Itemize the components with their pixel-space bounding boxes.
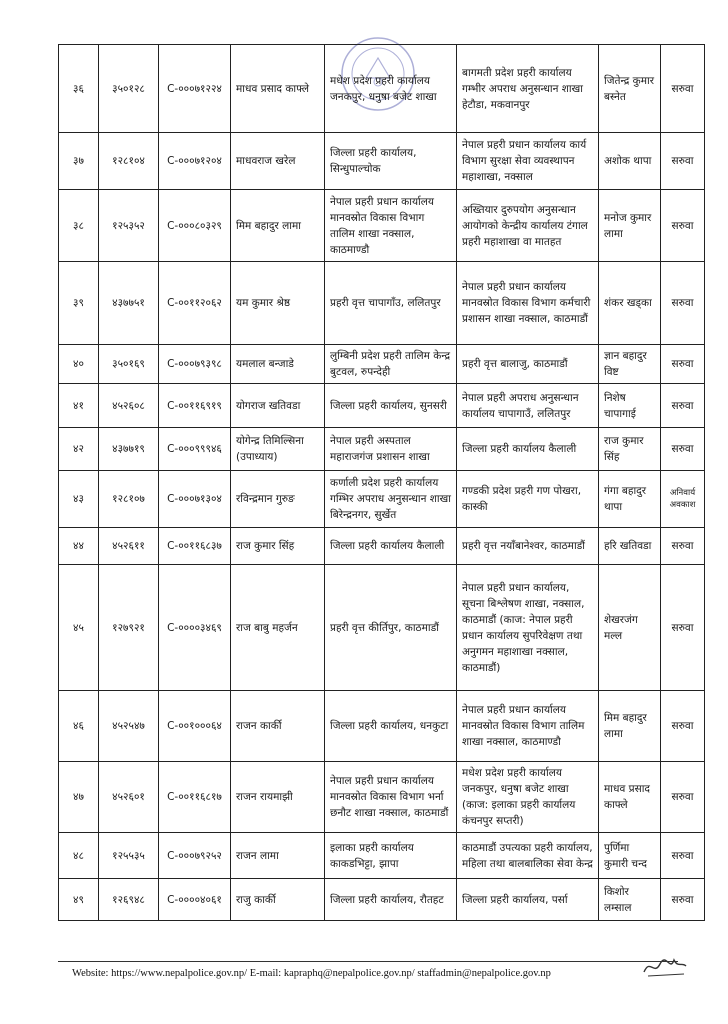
row-police-id: १२५५३५ — [99, 833, 159, 879]
row-code: C-०००७९३९८ — [159, 345, 231, 384]
row-new-office: बागमती प्रदेश प्रहरी कार्यालय गम्भीर अपराध अनुसन्धान शाखा हेटौडा, मकवानपुर — [457, 45, 599, 133]
table-row — [59, 691, 705, 762]
row-serial: ४१ — [59, 384, 99, 428]
row-name: राजन कार्की — [231, 691, 325, 762]
row-replacement: राज कुमार सिंह — [599, 428, 661, 471]
row-replacement: ज्ञान बहादुर विष्ट — [599, 345, 661, 384]
row-new-office: नेपाल प्रहरी प्रधान कार्यालय, सूचना बिश्लेषण शाखा, नक्साल, काठमाडौं (काज: नेपाल प्रहरी प्रधान कार्यालय सुपरिवेक्षण तथा अनुगमन महाशाखा नक्साल, काठमाडौं) — [457, 565, 599, 691]
row-new-office: जिल्ला प्रहरी कार्यालय, पर्सा — [457, 879, 599, 921]
row-new-office: नेपाल प्रहरी प्रधान कार्यालय कार्य विभाग सुरक्षा सेवा व्यवस्थापन महाशाखा, नक्साल — [457, 133, 599, 190]
row-current-office: जिल्ला प्रहरी कार्यालय, सिन्धुपाल्चोक — [325, 133, 457, 190]
row-current-office: नेपाल प्रहरी अस्पताल महाराजगंज प्रशासन शाखा — [325, 428, 457, 471]
row-name: रविन्द्रमान गुरुङ — [231, 471, 325, 528]
row-serial: ३७ — [59, 133, 99, 190]
row-serial: ३६ — [59, 45, 99, 133]
row-code: C-०००७९२५२ — [159, 833, 231, 879]
row-current-office: लुम्बिनी प्रदेश प्रहरी तालिम केन्द्र बुटवल, रुपन्देही — [325, 345, 457, 384]
row-code: C-०००७१२०४ — [159, 133, 231, 190]
table-row — [59, 471, 705, 528]
row-serial: ४३ — [59, 471, 99, 528]
row-current-office: कर्णाली प्रदेश प्रहरी कार्यालय गम्भिर अपराध अनुसन्धान शाखा बिरेन्द्रनगर, सुर्खेत — [325, 471, 457, 528]
row-serial: ४६ — [59, 691, 99, 762]
row-status: सरुवा — [661, 879, 705, 921]
table-row — [59, 879, 705, 921]
row-status: सरुवा — [661, 133, 705, 190]
row-police-id: ४५२६११ — [99, 528, 159, 565]
row-replacement: निशेष चापागाई — [599, 384, 661, 428]
row-replacement: शेखरजंग मल्ल — [599, 565, 661, 691]
table-row — [59, 190, 705, 262]
row-replacement: अशोक थापा — [599, 133, 661, 190]
row-status: सरुवा — [661, 565, 705, 691]
row-new-office: नेपाल प्रहरी अपराध अनुसन्धान कार्यालय चापागाउँ, ललितपुर — [457, 384, 599, 428]
table-row — [59, 384, 705, 428]
row-police-id: ४३७७५१ — [99, 262, 159, 345]
table-row — [59, 565, 705, 691]
row-status: सरुवा — [661, 190, 705, 262]
row-current-office: नेपाल प्रहरी प्रधान कार्यालय मानवस्रोत विकास विभाग तालिम शाखा नक्साल, काठमाण्डौ — [325, 190, 457, 262]
table-row — [59, 45, 705, 133]
row-code: C-०००७१३०४ — [159, 471, 231, 528]
row-status: सरुवा — [661, 262, 705, 345]
row-new-office: नेपाल प्रहरी प्रधान कार्यालय मानवस्रोत विकास विभाग कर्मचारी प्रशासन शाखा नक्साल, काठमाडौं — [457, 262, 599, 345]
row-name: राज बाबु महर्जन — [231, 565, 325, 691]
transfer-table — [58, 44, 705, 921]
table-row — [59, 833, 705, 879]
row-replacement: मिम बहादुर लामा — [599, 691, 661, 762]
row-replacement: गंगा बहादुर थापा — [599, 471, 661, 528]
row-name: यमलाल बन्जाडे — [231, 345, 325, 384]
row-code: C-००००४०६१ — [159, 879, 231, 921]
table-row — [59, 133, 705, 190]
row-name: मिम बहादुर लामा — [231, 190, 325, 262]
row-current-office: जिल्ला प्रहरी कार्यालय, धनकुटा — [325, 691, 457, 762]
footer-contact: Website: https://www.nepalpolice.gov.np/ E-mail: kapraphq@nepalpolice.gov.np/ staffadmin@nepalpolice.gov.np — [72, 968, 551, 979]
row-serial: ४४ — [59, 528, 99, 565]
row-serial: ४७ — [59, 762, 99, 833]
row-police-id: ४५२६०१ — [99, 762, 159, 833]
row-police-id: १२८१०७ — [99, 471, 159, 528]
row-name: योगेन्द्र तिमिल्सिना (उपाध्याय) — [231, 428, 325, 471]
row-name: माधवराज खरेल — [231, 133, 325, 190]
row-current-office: जिल्ला प्रहरी कार्यालय, रौतहट — [325, 879, 457, 921]
row-code: C-००११२०६२ — [159, 262, 231, 345]
row-code: C-००११६८१७ — [159, 762, 231, 833]
row-current-office: मधेश प्रदेश प्रहरी कार्यालय जनकपुर, धनुषा बजेट शाखा — [325, 45, 457, 133]
row-police-id: ४५२६०८ — [99, 384, 159, 428]
row-police-id: १२५३५२ — [99, 190, 159, 262]
row-status: अनिवार्य अवकाश — [661, 471, 705, 528]
row-police-id: १२७९२१ — [99, 565, 159, 691]
row-police-id: ४३७७१९ — [99, 428, 159, 471]
row-code: C-०००९९९४६ — [159, 428, 231, 471]
table-row — [59, 345, 705, 384]
row-police-id: १२८१०४ — [99, 133, 159, 190]
row-code: C-००११६८३७ — [159, 528, 231, 565]
row-replacement: हरि खतिवडा — [599, 528, 661, 565]
row-status: सरुवा — [661, 45, 705, 133]
row-serial: ४० — [59, 345, 99, 384]
row-current-office: जिल्ला प्रहरी कार्यालय, सुनसरी — [325, 384, 457, 428]
row-new-office: मधेश प्रदेश प्रहरी कार्यालय जनकपुर, धनुषा बजेट शाखा (काज: इलाका प्रहरी कार्यालय कंचनपुर सप्तरी) — [457, 762, 599, 833]
row-serial: ४२ — [59, 428, 99, 471]
row-replacement: मनोज कुमार लामा — [599, 190, 661, 262]
row-police-id: ४५२५४७ — [99, 691, 159, 762]
row-name: राज कुमार सिंह — [231, 528, 325, 565]
row-serial: ३९ — [59, 262, 99, 345]
row-code: C-००११६९१९ — [159, 384, 231, 428]
row-name: योगराज खतिवडा — [231, 384, 325, 428]
row-current-office: प्रहरी वृत्त चापागाँउ, ललितपुर — [325, 262, 457, 345]
row-code: C-००१०००६४ — [159, 691, 231, 762]
row-status: सरुवा — [661, 691, 705, 762]
signature — [640, 952, 690, 980]
row-current-office: नेपाल प्रहरी प्रधान कार्यालय मानवस्रोत विकास विभाग भर्ना छनौट शाखा नक्साल, काठमाडौं — [325, 762, 457, 833]
row-new-office: गण्डकी प्रदेश प्रहरी गण पोखरा, कास्की — [457, 471, 599, 528]
row-code: C-०००८०३२९ — [159, 190, 231, 262]
footer-divider — [58, 961, 678, 962]
row-current-office: इलाका प्रहरी कार्यालय काकडभिट्टा, झापा — [325, 833, 457, 879]
row-name: माधव प्रसाद काफ्ले — [231, 45, 325, 133]
row-police-id: १२६९४८ — [99, 879, 159, 921]
row-name: राजु कार्की — [231, 879, 325, 921]
row-new-office: प्रहरी वृत्त नयाँबानेश्वर, काठमाडौं — [457, 528, 599, 565]
row-replacement: पुर्णिमा कुमारी चन्द — [599, 833, 661, 879]
row-serial: ३८ — [59, 190, 99, 262]
row-status: सरुवा — [661, 428, 705, 471]
row-new-office: प्रहरी वृत्त बालाजु, काठमाडौं — [457, 345, 599, 384]
row-replacement: माधव प्रसाद काफ्ले — [599, 762, 661, 833]
row-name: राजन रायमाझी — [231, 762, 325, 833]
row-status: सरुवा — [661, 345, 705, 384]
row-name: राजन लामा — [231, 833, 325, 879]
row-current-office: जिल्ला प्रहरी कार्यालय कैलाली — [325, 528, 457, 565]
row-replacement: शंकर खड्का — [599, 262, 661, 345]
row-police-id: ३५०१६९ — [99, 345, 159, 384]
table-row — [59, 262, 705, 345]
row-serial: ४५ — [59, 565, 99, 691]
row-code: C-०००७१२२४ — [159, 45, 231, 133]
row-status: सरुवा — [661, 384, 705, 428]
row-status: सरुवा — [661, 833, 705, 879]
row-current-office: प्रहरी वृत्त कीर्तिपुर, काठमाडौं — [325, 565, 457, 691]
row-code: C-००००३४६९ — [159, 565, 231, 691]
table-row — [59, 762, 705, 833]
row-replacement: जितेन्द्र कुमार बस्नेत — [599, 45, 661, 133]
row-name: यम कुमार श्रेष्ठ — [231, 262, 325, 345]
row-police-id: ३५०१२८ — [99, 45, 159, 133]
row-new-office: काठमाडौं उपत्यका प्रहरी कार्यालय, महिला तथा बालबालिका सेवा केन्द्र — [457, 833, 599, 879]
row-new-office: अख्तियार दुरुपयोग अनुसन्धान आयोगको केन्द्रीय कार्यालय टंगाल प्रहरी महाशाखा वा मातहत — [457, 190, 599, 262]
row-new-office: नेपाल प्रहरी प्रधान कार्यालय मानवस्रोत विकास विभाग तालिम शाखा नक्साल, काठमाण्डौ — [457, 691, 599, 762]
row-serial: ४९ — [59, 879, 99, 921]
table-row — [59, 428, 705, 471]
row-new-office: जिल्ला प्रहरी कार्यालय कैलाली — [457, 428, 599, 471]
row-replacement: किशोर लम्साल — [599, 879, 661, 921]
table-row — [59, 528, 705, 565]
row-serial: ४८ — [59, 833, 99, 879]
row-status: सरुवा — [661, 762, 705, 833]
row-status: सरुवा — [661, 528, 705, 565]
